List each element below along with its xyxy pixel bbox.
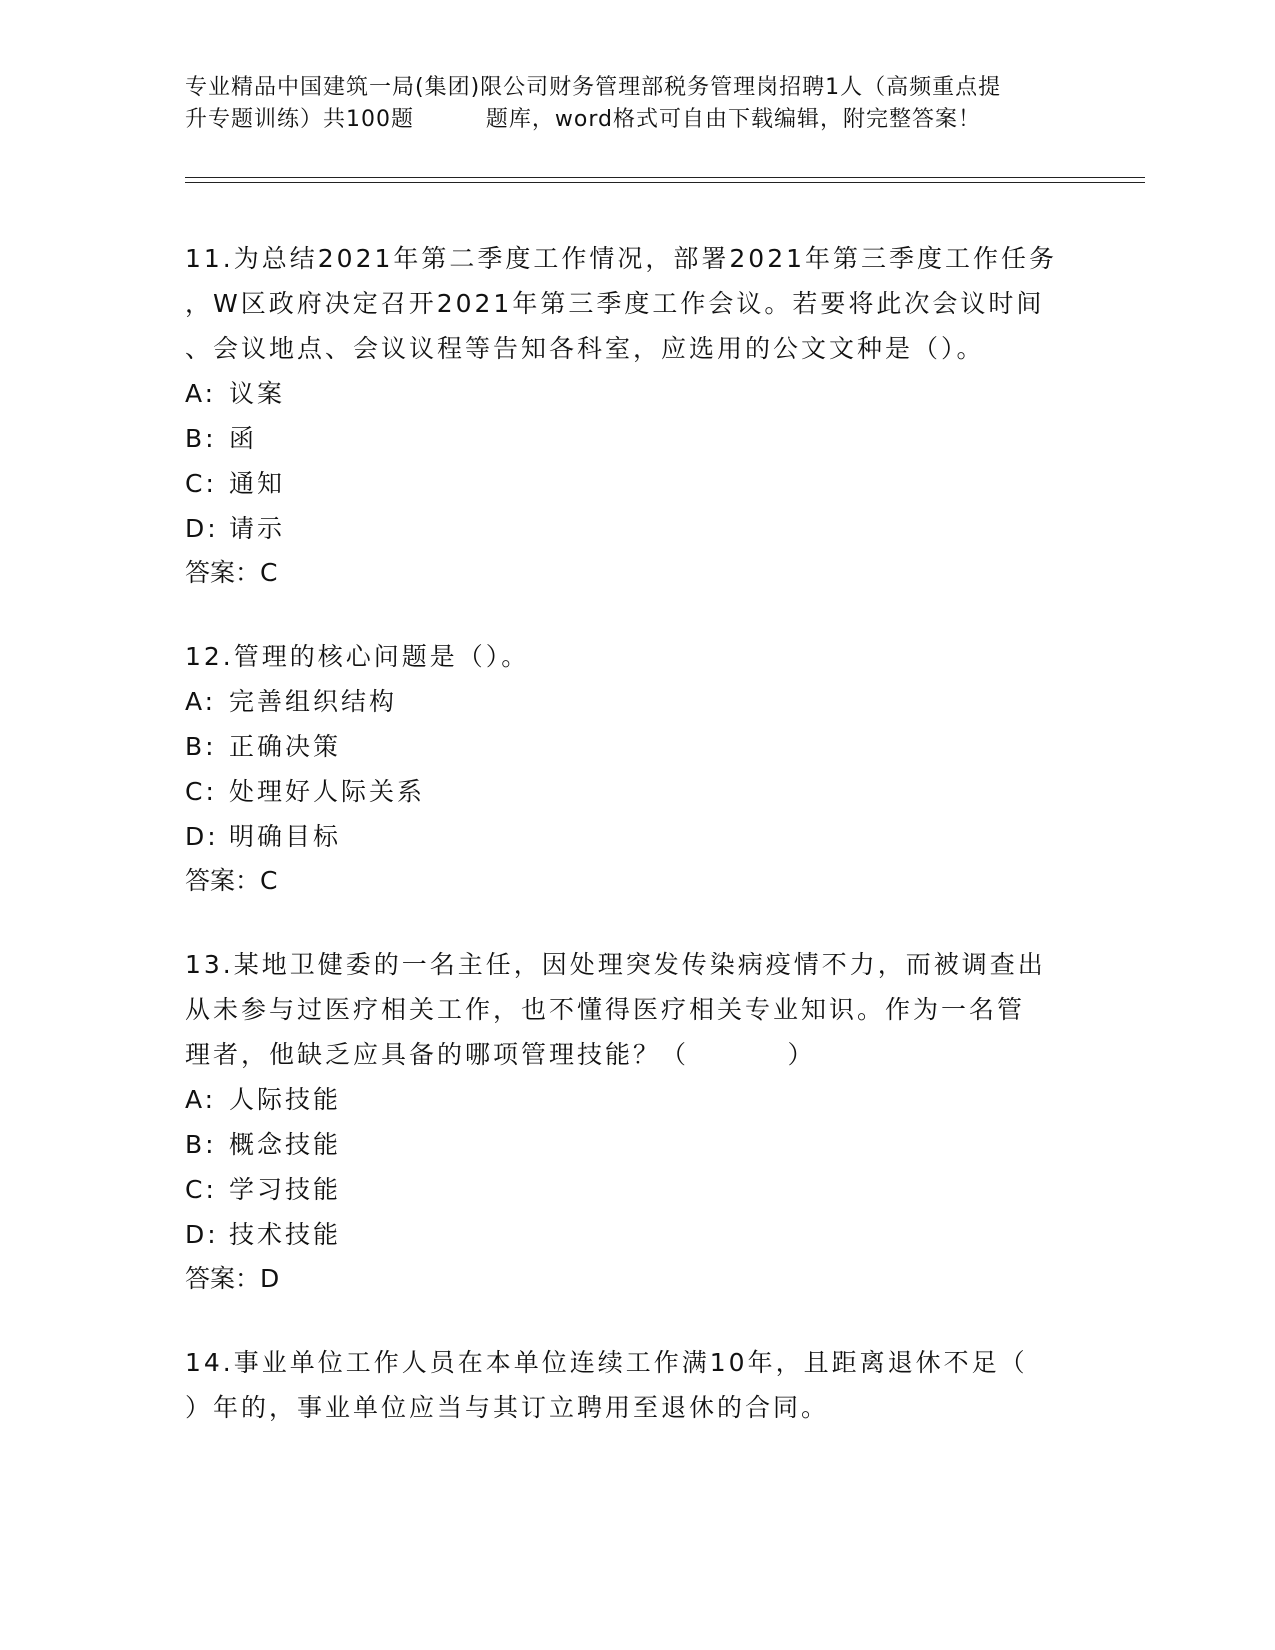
question-item bbox=[185, 942, 1085, 1301]
question-stem-line: ）年的，事业单位应当与其订立聘用至退休的合同。 bbox=[185, 1393, 830, 1422]
question-stem-line: 11.为总结2021年第二季度工作情况，部署2021年第三季度工作任务 bbox=[185, 244, 1058, 273]
question-list bbox=[185, 236, 1085, 1469]
question-stem-line: 12.管理的核心问题是（）。 bbox=[185, 642, 530, 671]
question-stem-line: 13.某地卫健委的一名主任，因处理突发传染病疫情不力，而被调查出 bbox=[185, 950, 1046, 979]
option-text: 议案 bbox=[229, 379, 286, 408]
answer-option bbox=[185, 416, 1085, 461]
option-text: 请示 bbox=[229, 514, 286, 543]
option-key: D: bbox=[185, 514, 219, 543]
answer-option bbox=[185, 461, 1085, 506]
option-text: 函 bbox=[229, 424, 258, 453]
header-line-1: 专业精品中国建筑一局(集团)限公司财务管理部税务管理岗招聘1人（高频重点提 bbox=[185, 75, 1002, 100]
question-stem bbox=[185, 942, 1085, 1077]
header-line-2: 升专题训练）共100题 题库，word格式可自由下载编辑，附完整答案！ bbox=[185, 107, 982, 132]
option-key: A: bbox=[185, 687, 217, 716]
option-key: C: bbox=[185, 469, 217, 498]
answer-option bbox=[185, 506, 1085, 551]
question-stem-line: 14.事业单位工作人员在本单位连续工作满10年，且距离退休不足（ bbox=[185, 1348, 1028, 1377]
question-stem bbox=[185, 236, 1085, 371]
option-text: 完善组织结构 bbox=[229, 687, 398, 716]
option-text: 明确目标 bbox=[229, 822, 342, 851]
question-item bbox=[185, 1340, 1085, 1430]
option-text: 处理好人际关系 bbox=[229, 777, 426, 806]
option-key: A: bbox=[185, 1085, 217, 1114]
answer-line: 答案：D bbox=[185, 1264, 280, 1293]
option-key: B: bbox=[185, 732, 217, 761]
option-text: 通知 bbox=[229, 469, 286, 498]
answer-option bbox=[185, 679, 1085, 724]
answer-option bbox=[185, 1167, 1085, 1212]
question-stem-line: 理者，他缺乏应具备的哪项管理技能？（ ） bbox=[185, 1040, 816, 1069]
option-text: 技术技能 bbox=[229, 1220, 342, 1249]
question-stem-line: 从未参与过医疗相关工作，也不懂得医疗相关专业知识。作为一名管 bbox=[185, 995, 1026, 1024]
option-key: C: bbox=[185, 777, 217, 806]
option-key: C: bbox=[185, 1175, 217, 1204]
question-item bbox=[185, 634, 1085, 903]
header-divider-top bbox=[185, 177, 1145, 178]
answer-line: 答案：C bbox=[185, 866, 278, 895]
answer-option bbox=[185, 814, 1085, 859]
question-stem bbox=[185, 634, 1085, 679]
header-divider-bottom bbox=[185, 182, 1145, 183]
page-header bbox=[185, 72, 1085, 136]
option-key: D: bbox=[185, 822, 219, 851]
question-stem-line: ，W区政府决定召开2021年第三季度工作会议。若要将此次会议时间 bbox=[185, 289, 1045, 318]
answer-option bbox=[185, 371, 1085, 416]
option-text: 概念技能 bbox=[229, 1130, 342, 1159]
question-item bbox=[185, 236, 1085, 595]
option-key: B: bbox=[185, 1130, 217, 1159]
option-key: D: bbox=[185, 1220, 219, 1249]
option-key: A: bbox=[185, 379, 217, 408]
question-stem-line: 、会议地点、会议议程等告知各科室，应选用的公文文种是（）。 bbox=[185, 334, 985, 363]
answer-option bbox=[185, 1212, 1085, 1257]
answer-option bbox=[185, 769, 1085, 814]
question-stem bbox=[185, 1340, 1085, 1430]
answer-option bbox=[185, 724, 1085, 769]
option-text: 正确决策 bbox=[229, 732, 342, 761]
answer-line: 答案：C bbox=[185, 558, 278, 587]
option-key: B: bbox=[185, 424, 217, 453]
answer-option bbox=[185, 1122, 1085, 1167]
option-text: 学习技能 bbox=[229, 1175, 342, 1204]
option-text: 人际技能 bbox=[229, 1085, 342, 1114]
answer-option bbox=[185, 1077, 1085, 1122]
